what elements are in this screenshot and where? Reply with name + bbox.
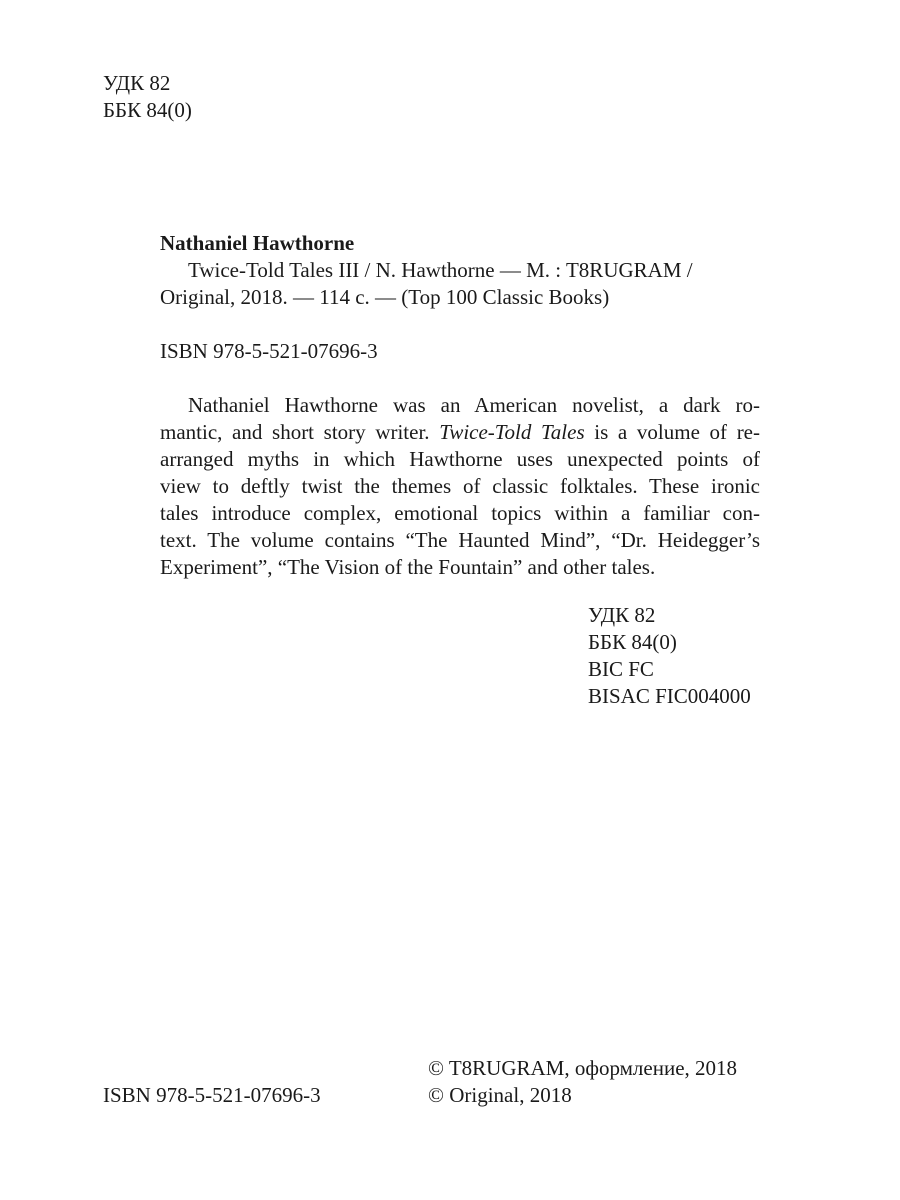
copyright-notice (428, 1055, 737, 1109)
biblio-line-2: Original, 2018. — 114 c. — (Top 100 Classic Books) (160, 285, 610, 309)
book-title-italic: Twice-Told Tales (439, 420, 585, 444)
annotation-line-2 (160, 419, 760, 446)
classification-codes (588, 602, 751, 710)
biblio-line-1: Twice-Told Tales III / N. Hawthorne — M. : T8RUGRAM / (188, 258, 693, 282)
annotation-line-5: tales introduce complex, emotional topics within a familiar con- (160, 501, 760, 525)
author-name: Nathaniel Hawthorne (160, 231, 355, 255)
bisac-code: BISAC FIC004000 (588, 684, 751, 708)
annotation-line-4: view to deftly twist the themes of classic folktales. These ironic (160, 474, 760, 498)
annotation-line-1: Nathaniel Hawthorne was an American novelist, a dark ro- (188, 393, 760, 417)
annotation-line-2-end: is a volume of re- (584, 420, 760, 444)
copyright-line-2: © Original, 2018 (428, 1083, 572, 1107)
isbn-main: ISBN 978-5-521-07696-3 (160, 339, 378, 363)
udk-code-2: УДК 82 (588, 603, 656, 627)
annotation-line-7: Experiment”, “The Vision of the Fountain” and other tales. (160, 555, 656, 579)
annotation-line-6: text. The volume contains “The Haunted Mind”, “Dr. Heidegger’s (160, 528, 760, 552)
bbk-code-2: ББК 84(0) (588, 630, 677, 654)
bibliographic-record (160, 230, 760, 311)
isbn-bottom: ISBN 978-5-521-07696-3 (103, 1083, 321, 1107)
bbk-code: ББК 84(0) (103, 98, 192, 122)
udk-code: УДК 82 (103, 71, 171, 95)
copyright-line-1: © T8RUGRAM, оформление, 2018 (428, 1056, 738, 1080)
annotation-paragraph (160, 392, 760, 581)
top-classification-codes (103, 70, 192, 124)
bic-code: BIC FC (588, 657, 654, 681)
annotation-line-3: arranged myths in which Hawthorne uses unexpected points of (160, 447, 760, 471)
annotation-line-2-start: mantic, and short story writer. (160, 420, 440, 444)
